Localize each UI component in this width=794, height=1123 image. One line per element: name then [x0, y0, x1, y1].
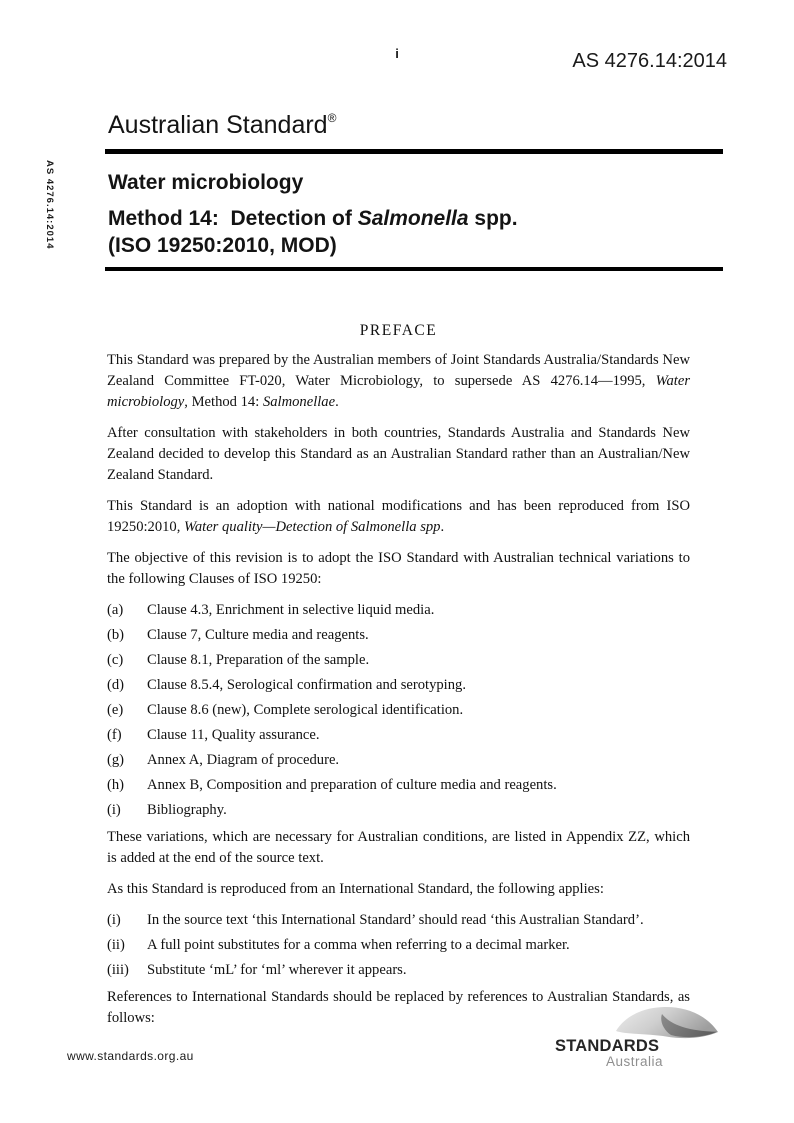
brand-text: Australian Standard	[108, 111, 328, 139]
list-item	[107, 650, 690, 671]
italic-text-run: Water quality—Detection of Salmonella spp	[184, 519, 441, 535]
list-item-marker: (g)	[107, 752, 125, 768]
preface-heading: PREFACE	[359, 322, 438, 339]
list-item-marker: (iii)	[107, 962, 129, 978]
list-item	[107, 960, 690, 981]
document-reference: AS 4276.14:2014	[572, 50, 727, 72]
list-item-text: Clause 11, Quality assurance.	[147, 727, 320, 743]
list-item	[107, 600, 690, 621]
list-item-marker: (h)	[107, 777, 125, 793]
paragraph-consultation: After consultation with stakeholders in both countries, Standards Australia and Standards New Zealand decided to develop this Standard as an Australian Standard rather than an Australian/New Zealand Standard.	[107, 425, 690, 483]
paragraph-variations: These variations, which are necessary for Australian conditions, are listed in Appendix ZZ, which is added at the end of the source text.	[107, 829, 690, 866]
list-item-text: Clause 8.6 (new), Complete serological identification.	[147, 702, 464, 718]
list-item-text: Annex B, Composition and preparation of culture media and reagents.	[147, 777, 557, 793]
standards-australia-logo	[553, 1002, 733, 1072]
list-item	[107, 775, 690, 796]
list-item-marker: (i)	[107, 912, 121, 928]
list-item-text: Clause 7, Culture media and reagents.	[147, 627, 369, 643]
paragraph-reproduced: As this Standard is reproduced from an International Standard, the following applies:	[107, 881, 604, 897]
list-item-marker: (b)	[107, 627, 125, 643]
logo-swoosh-icon	[613, 1005, 719, 1039]
list-item-marker: (d)	[107, 677, 125, 693]
text-run: .	[440, 519, 445, 535]
spine-label: AS 4276.14:2014	[44, 160, 55, 250]
logo-wordmark-standards: STANDARDS	[555, 1037, 660, 1055]
list-item	[107, 910, 690, 931]
list-item	[107, 725, 690, 746]
list-item	[107, 625, 690, 646]
list-item-text: A full point substitutes for a comma when referring to a decimal marker.	[147, 937, 570, 953]
reading-rules-list	[107, 910, 690, 981]
list-item-marker: (f)	[107, 727, 122, 743]
list-item-text: Clause 8.1, Preparation of the sample.	[147, 652, 370, 668]
list-item-marker: (i)	[107, 802, 121, 818]
paragraph-adoption	[107, 496, 690, 538]
paragraph-supersede	[107, 350, 690, 413]
list-item	[107, 935, 690, 956]
preface-section	[107, 320, 690, 1039]
standard-title: Water microbiology	[108, 171, 304, 194]
text-run: Method 14: Detection of	[108, 207, 358, 230]
list-item-text: Bibliography.	[147, 802, 227, 818]
clause-variation-list	[107, 600, 690, 821]
header-rule-top	[105, 149, 723, 154]
list-item-text: Substitute ‘mL’ for ‘ml’ wherever it appears.	[147, 962, 407, 978]
header-rule-bottom	[105, 267, 723, 271]
list-item	[107, 800, 690, 821]
italic-text-run: Salmonella	[357, 207, 469, 230]
text-run: This Standard is an adoption with national modifications and has been reproduced from ISO 19250:2010,	[107, 498, 690, 535]
logo-wordmark-australia: Australia	[605, 1054, 663, 1069]
website-url: www.standards.org.au	[67, 1049, 194, 1063]
italic-text-run: Water microbiology	[107, 373, 690, 410]
list-item-marker: (e)	[107, 702, 124, 718]
list-item-marker: (c)	[107, 652, 124, 668]
text-run: This Standard was prepared by the Australian members of Joint Standards Australia/Standards New Zealand Committee FT-020, Water Microbiology, to supersede AS 4276.14—1995,	[107, 352, 690, 389]
registered-trademark: ®	[327, 111, 337, 125]
list-item-text: Annex A, Diagram of procedure.	[147, 752, 340, 768]
list-item-text: In the source text ‘this International Standard’ should read ‘this Australian Standard’.	[147, 912, 644, 928]
text-run: (ISO 19250:2010, MOD)	[108, 234, 337, 257]
standard-subtitle	[108, 205, 518, 259]
list-item-marker: (ii)	[107, 937, 125, 953]
page-number: i	[395, 46, 399, 61]
list-item-text: Clause 4.3, Enrichment in selective liquid media.	[147, 602, 435, 618]
list-item	[107, 700, 690, 721]
paragraph-objective: The objective of this revision is to adopt the ISO Standard with Australian technical variations to the following Clauses of ISO 19250:	[107, 550, 690, 587]
list-item-text: Clause 8.5.4, Serological confirmation and serotyping.	[147, 677, 466, 693]
paragraph-references: References to International Standards should be replaced by references to Australian Standards, as follows:	[107, 989, 690, 1026]
italic-text-run: Salmonellae	[262, 394, 336, 410]
list-item	[107, 750, 690, 771]
text-run: , Method 14:	[184, 394, 263, 410]
text-run: spp.	[468, 207, 518, 230]
list-item-marker: (a)	[107, 602, 124, 618]
list-item	[107, 675, 690, 696]
brand-heading	[108, 111, 336, 140]
text-run: .	[335, 394, 339, 410]
